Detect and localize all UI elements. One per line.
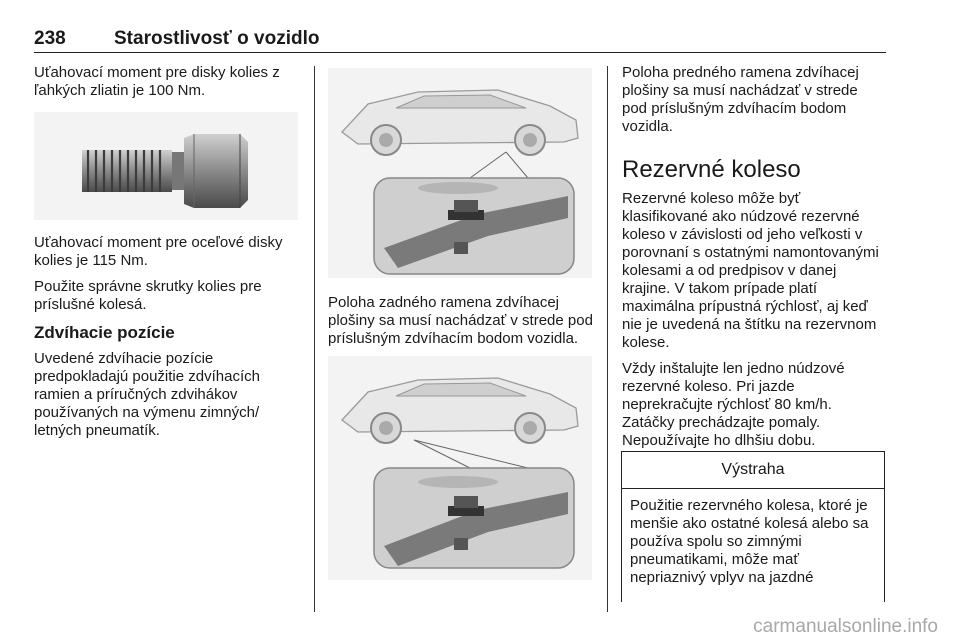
lifting-positions-heading: Zdvíhacie pozície	[34, 323, 175, 342]
lifting-positions-text: Uvedené zdvíhacie pozície predpokladajú použitie zdvíhacích ramien a príručných zdvihákov používaných na výmenu zimných/ letných pneumatík.	[34, 350, 260, 439]
page-header	[34, 26, 886, 53]
warning-text: Použitie rezervného kolesa, ktoré je menšie ako ostatné kolesá alebo sa používa spolu so zimnými pneumatikami, môže mať nepriaznivý vplyv na jazdné	[630, 497, 869, 586]
warning-title: Výstraha	[622, 452, 884, 489]
column-divider-left	[314, 66, 315, 612]
watermark: carmanualsonline.info	[753, 616, 938, 637]
car-front-lift-icon	[328, 356, 592, 580]
torque-alloy-text: Uťahovací moment pre disky kolies z ľahkých zliatin je 100 Nm.	[34, 64, 280, 99]
spare-wheel-text-1: Rezervné koleso môže byť klasifikované ako núdzové rezervné koleso v závislosti od jeho veľkosti v porovnaní s ostatnými namontovanými kolesami a od predpisov v danej krajine. V takom prípade platí maximálna prípustná rýchlosť, aj keď nie je uvedená na štítku na rezervnom kolese.	[622, 190, 879, 351]
spare-wheel-heading: Rezervné koleso	[622, 156, 801, 183]
column-2	[328, 64, 594, 580]
page-title: Starostlivosť o vozidlo	[114, 28, 320, 49]
column-divider-right	[607, 66, 608, 612]
column-1	[34, 64, 302, 448]
torque-steel-text: Uťahovací moment pre oceľové disky kolies je 115 Nm.	[34, 234, 283, 269]
bolts-text: Použite správne skrutky kolies pre príslušné kolesá.	[34, 278, 262, 313]
wheel-bolt-icon	[34, 112, 298, 220]
front-lift-caption: Poloha predného ramena zdvíhacej plošiny sa musí nachádzať v strede pod príslušným zdvíhacím bodom vozidla.	[622, 64, 859, 135]
front-lift-point-illustration	[328, 356, 592, 580]
column-3	[622, 64, 886, 458]
car-rear-lift-icon	[328, 68, 592, 278]
warning-box	[621, 451, 885, 602]
page-number: 238	[34, 28, 66, 49]
rear-lift-caption: Poloha zadného ramena zdvíhacej plošiny sa musí nachádzať v strede pod príslušným zdvíhacím bodom vozidla.	[328, 294, 593, 347]
spare-wheel-text-2: Vždy inštalujte len jedno núdzové rezervné koleso. Pri jazde neprekračujte rýchlosť 80 km/h. Zatáčky prechádzajte pomaly. Nepoužívajte ho dlhšiu dobu.	[622, 360, 845, 449]
wheel-bolt-illustration	[34, 112, 298, 220]
rear-lift-point-illustration	[328, 68, 592, 278]
